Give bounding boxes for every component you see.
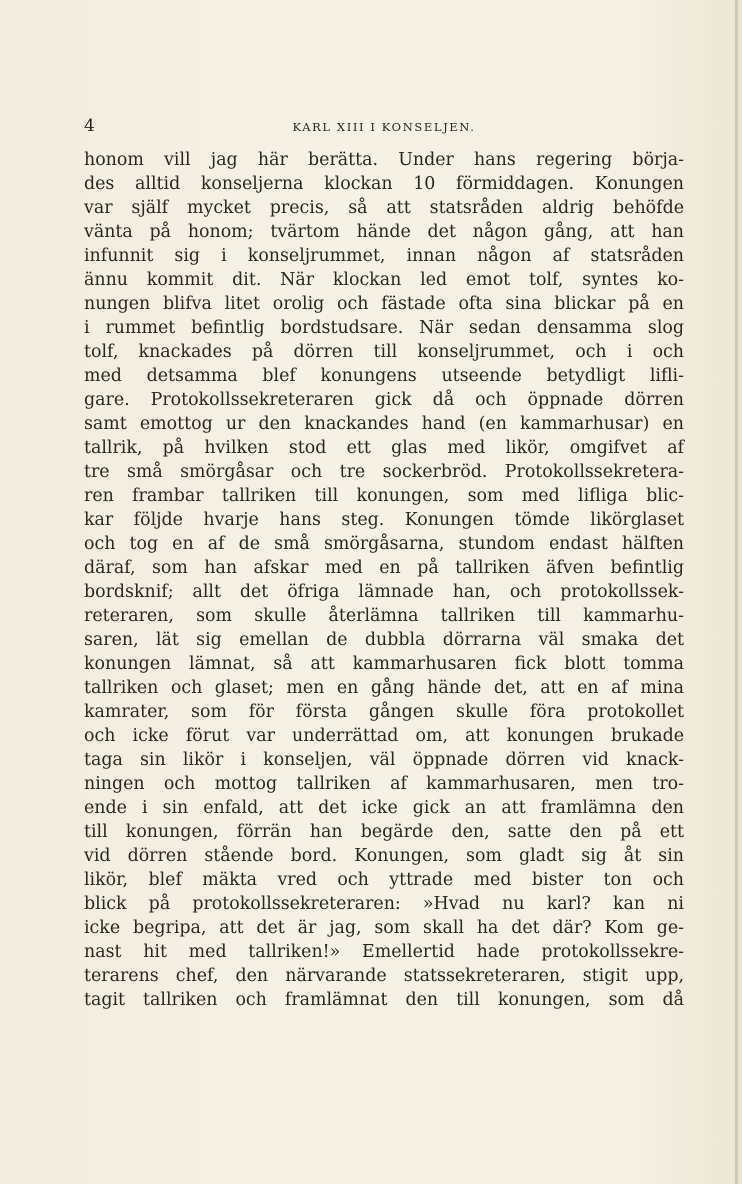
text-line: tallrik, på hvilken stod ett glas med likör, omgifvet af — [84, 438, 684, 458]
text-line: icke begripa, att det är jag, som skall ha det där? Kom ge- — [84, 918, 684, 938]
text-line: konungen lämnat, så att kammarhusaren fick blott tomma — [84, 654, 684, 674]
text-line: terarens chef, den närvarande statssekreteraren, stigit upp, — [84, 966, 684, 986]
text-line: kamrater, som för första gången skulle föra protokollet — [84, 702, 684, 722]
text-line: gare. Protokollssekreteraren gick då och öppnade dörren — [84, 390, 684, 410]
text-line: tre små smörgåsar och tre sockerbröd. Protokollssekretera- — [84, 462, 684, 482]
text-line: var själf mycket precis, så att statsråden aldrig behöfde — [84, 198, 684, 218]
text-line: och tog en af de små smörgåsarna, stundom endast hälften — [84, 534, 684, 554]
text-line: kar följde hvarje hans steg. Konungen tömde likörglaset — [84, 510, 684, 530]
text-line: likör, blef mäkta vred och yttrade med bister ton och — [84, 870, 684, 890]
text-line: honom vill jag här berätta. Under hans regering börja- — [84, 150, 684, 170]
text-line: saren, lät sig emellan de dubbla dörrarna väl smaka det — [84, 630, 684, 650]
body-text — [84, 148, 684, 1012]
text-line: blick på protokollssekreteraren: »Hvad nu karl? kan ni — [84, 894, 684, 914]
text-line: med detsamma blef konungens utseende betydligt lifli- — [84, 366, 684, 386]
page-header — [84, 116, 684, 136]
text-line: ren frambar tallriken till konungen, som med lifliga blic- — [84, 486, 684, 506]
text-line: tagit tallriken och framlämnat den till konungen, som då — [84, 990, 684, 1010]
text-line: ännu kommit dit. När klockan led emot tolf, syntes ko- — [84, 270, 684, 290]
text-line: infunnit sig i konseljrummet, innan någon af statsråden — [84, 246, 684, 266]
page-edge — [738, 0, 742, 1184]
text-line: däraf, som han afskar med en på tallriken äfven befintlig — [84, 558, 684, 578]
text-line: ende i sin enfald, att det icke gick an att framlämna den — [84, 798, 684, 818]
text-line: till konungen, förrän han begärde den, satte den på ett — [84, 822, 684, 842]
text-line: tolf, knackades på dörren till konseljrummet, och i och — [84, 342, 684, 362]
text-line: taga sin likör i konseljen, väl öppnade dörren vid knack- — [84, 750, 684, 770]
text-line: reteraren, som skulle återlämna tallriken till kammarhu- — [84, 606, 684, 626]
text-line: ningen och mottog tallriken af kammarhusaren, men tro- — [84, 774, 684, 794]
text-line: nungen blifva litet orolig och fästade ofta sina blickar på en — [84, 294, 684, 314]
text-line: vänta på honom; tvärtom hände det någon gång, att han — [84, 222, 684, 242]
text-line: i rummet befintlig bordstudsare. När sedan densamma slog — [84, 318, 684, 338]
text-line: tallriken och glaset; men en gång hände det, att en af mina — [84, 678, 684, 698]
running-title: KARL XIII I KONSELJEN. — [292, 120, 476, 134]
text-line: samt emottog ur den knackandes hand (en kammarhusar) en — [84, 414, 684, 434]
text-line: och icke förut var underrättad om, att konungen brukade — [84, 726, 684, 746]
text-line: bordsknif; allt det öfriga lämnade han, och protokollssek- — [84, 582, 684, 602]
text-line: des alltid konseljerna klockan 10 förmiddagen. Konungen — [84, 174, 684, 194]
page-number: 4 — [84, 116, 95, 136]
text-line: vid dörren stående bord. Konungen, som gladt sig åt sin — [84, 846, 684, 866]
text-line: nast hit med tallriken!» Emellertid hade protokollssekre- — [84, 942, 684, 962]
